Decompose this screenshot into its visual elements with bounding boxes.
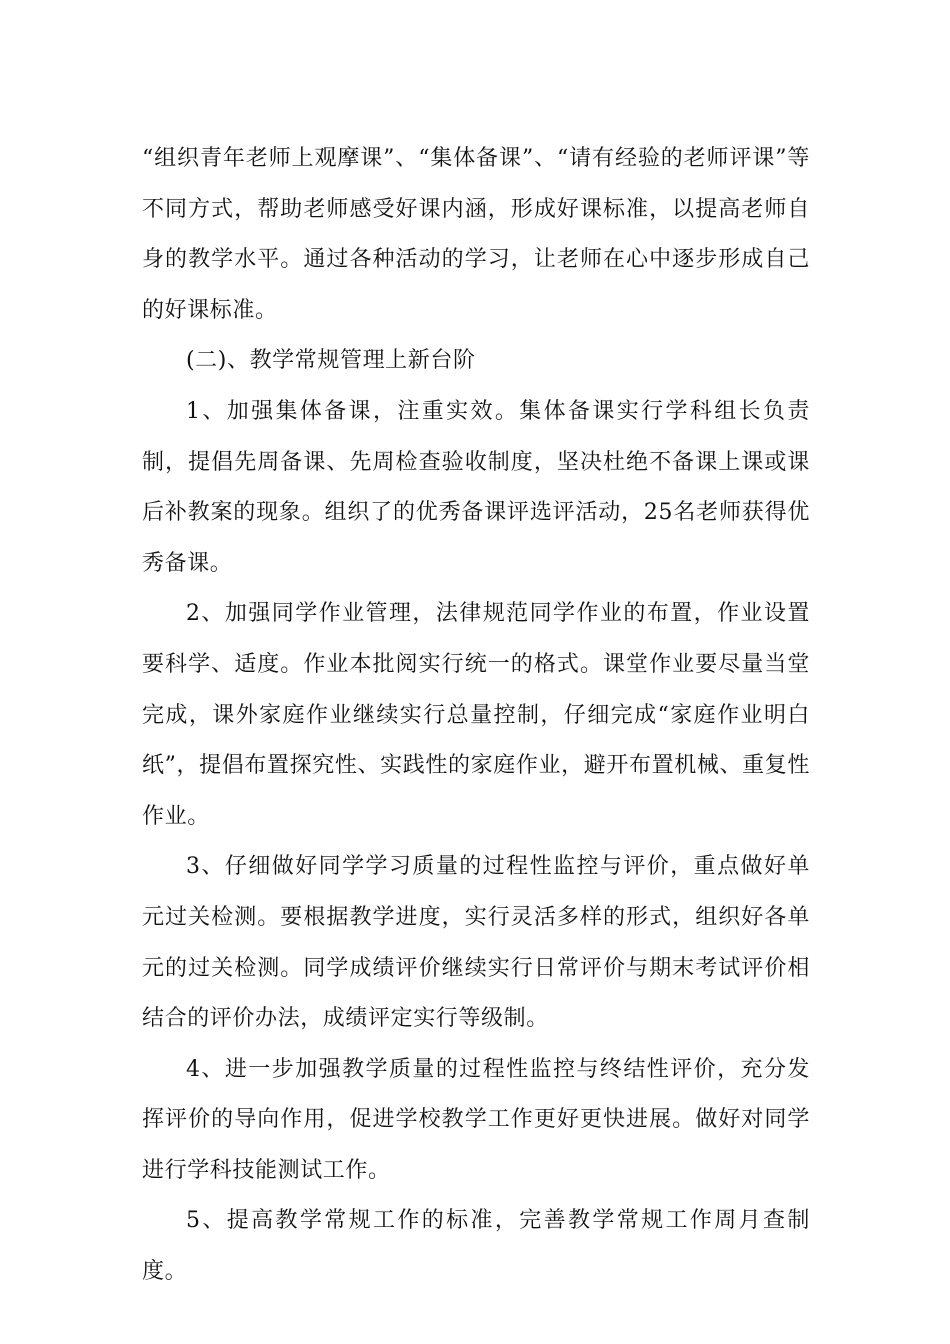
paragraph-item-2: 2、加强同学作业管理，法律规范同学作业的布置，作业设置要科学、适度。作业本批阅实行统一的格式。课堂作业要尽量当堂完成，课外家庭作业继续实行总量控制，仔细完成“家庭作业明白纸”，提倡布置探究性、实践性的家庭作业，避开布置机械、重复性作业。 [142,601,810,829]
paragraph-item-3: 3、仔细做好同学学习质量的过程性监控与评价，重点做好单元过关检测。要根据教学进度，实行灵活多样的形式，组织好各单元的过关检测。同学成绩评价继续实行日常评价与期末考试评价相结合的评价办法，成绩评定实行等级制。 [142,854,810,1032]
paragraph-item-4: 4、进一步加强教学质量的过程性监控与终结性评价，充分发挥评价的导向作用，促进学校教学工作更好更快进展。做好对同学进行学科技能测试工作。 [142,1056,810,1183]
paragraph-item-1: 1、加强集体备课，注重实效。集体备课实行学科组长负责制，提倡先周备课、先周检查验收制度，坚决杜绝不备课上课或课后补教案的现象。组织了的优秀备课评选评活动，25名老师获得优秀备课。 [142,398,810,576]
document-body [142,134,810,1298]
paragraph-continued: “组织青年老师上观摩课”、“集体备课”、“请有经验的老师评课”等不同方式，帮助老师感受好课内涵，形成好课标准，以提高老师自身的教学水平。通过各种活动的学习，让老师在心中逐步形成自己的好课标准。 [142,146,810,323]
section-heading-teaching-routine: (二)、教学常规管理上新台阶 [186,348,476,374]
paragraph-item-5: 5、提高教学常规工作的标准，完善教学常规工作周月查制度。 [142,1208,810,1285]
